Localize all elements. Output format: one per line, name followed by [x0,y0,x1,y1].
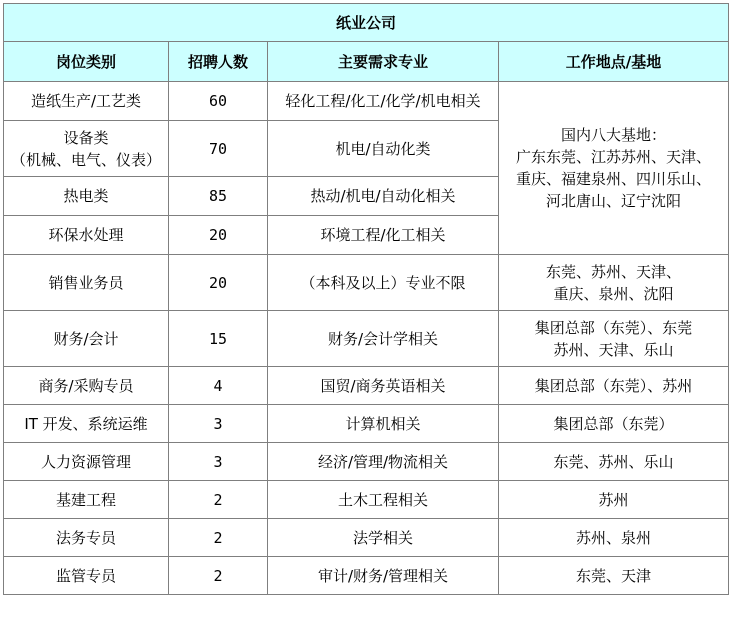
table-row [4,311,729,367]
major-cell: 机电/自动化类 [268,121,499,177]
column-header-major: 主要需求专业 [268,42,499,82]
major-cell: （本科及以上）专业不限 [268,255,499,311]
count-cell: 3 [169,405,268,443]
category-cell: 热电类 [4,177,169,216]
location-line: 国内八大基地： [561,126,667,144]
merged-location-cell [499,82,729,255]
column-header-count: 招聘人数 [169,42,268,82]
location-cell: 集团总部（东莞） [499,405,729,443]
count-cell: 2 [169,519,268,557]
category-line: （机械、电气、仪表） [10,150,161,169]
location-line: 集团总部（东莞）、东莞 [534,318,693,337]
major-cell: 土木工程相关 [268,481,499,519]
major-cell: 经济/管理/物流相关 [268,443,499,481]
major-cell: 审计/财务/管理相关 [268,557,499,595]
table-row [4,481,729,519]
location-line: 广东东莞、江苏苏州、天津、 [516,148,712,166]
count-cell: 3 [169,443,268,481]
category-line: 设备类 [63,128,109,147]
location-cell [499,311,729,367]
count-cell: 15 [169,311,268,367]
location-cell: 苏州、泉州 [499,519,729,557]
table-row [4,519,729,557]
category-cell: 人力资源管理 [4,443,169,481]
count-cell: 2 [169,481,268,519]
major-cell: 计算机相关 [268,405,499,443]
major-cell: 法学相关 [268,519,499,557]
major-cell: 热动/机电/自动化相关 [268,177,499,216]
location-cell: 苏州 [499,481,729,519]
count-cell: 60 [169,82,268,121]
category-cell: IT 开发、系统运维 [4,405,169,443]
location-cell: 集团总部（东莞）、苏州 [499,367,729,405]
column-header-category: 岗位类别 [4,42,169,82]
location-line: 东莞、苏州、天津、 [546,262,682,281]
location-cell: 东莞、天津 [499,557,729,595]
category-cell: 造纸生产/工艺类 [4,82,169,121]
major-cell: 环境工程/化工相关 [268,216,499,255]
category-cell: 基建工程 [4,481,169,519]
count-cell: 20 [169,216,268,255]
location-cell: 东莞、苏州、乐山 [499,443,729,481]
major-cell: 财务/会计学相关 [268,311,499,367]
major-cell: 国贸/商务英语相关 [268,367,499,405]
category-cell: 环保水处理 [4,216,169,255]
category-cell: 财务/会计 [4,311,169,367]
count-cell: 20 [169,255,268,311]
table-row [4,255,729,311]
category-cell: 销售业务员 [4,255,169,311]
count-cell: 4 [169,367,268,405]
recruitment-table [3,3,729,595]
table-row [4,443,729,481]
title-row [4,4,729,42]
count-cell: 2 [169,557,268,595]
header-row [4,42,729,82]
table-row [4,557,729,595]
category-cell [4,121,169,177]
table-row [4,367,729,405]
location-line: 河北唐山、辽宁沈阳 [546,192,682,210]
count-cell: 70 [169,121,268,177]
table-row [4,82,729,121]
category-cell: 商务/采购专员 [4,367,169,405]
table-row [4,405,729,443]
count-cell: 85 [169,177,268,216]
category-cell: 法务专员 [4,519,169,557]
location-line: 苏州、天津、乐山 [553,340,674,359]
location-cell [499,255,729,311]
location-line: 重庆、泉州、沈阳 [553,284,674,303]
category-cell: 监管专员 [4,557,169,595]
column-header-location: 工作地点/基地 [499,42,729,82]
location-line: 重庆、福建泉州、四川乐山、 [516,170,712,188]
table-title: 纸业公司 [4,4,729,42]
major-cell: 轻化工程/化工/化学/机电相关 [268,82,499,121]
